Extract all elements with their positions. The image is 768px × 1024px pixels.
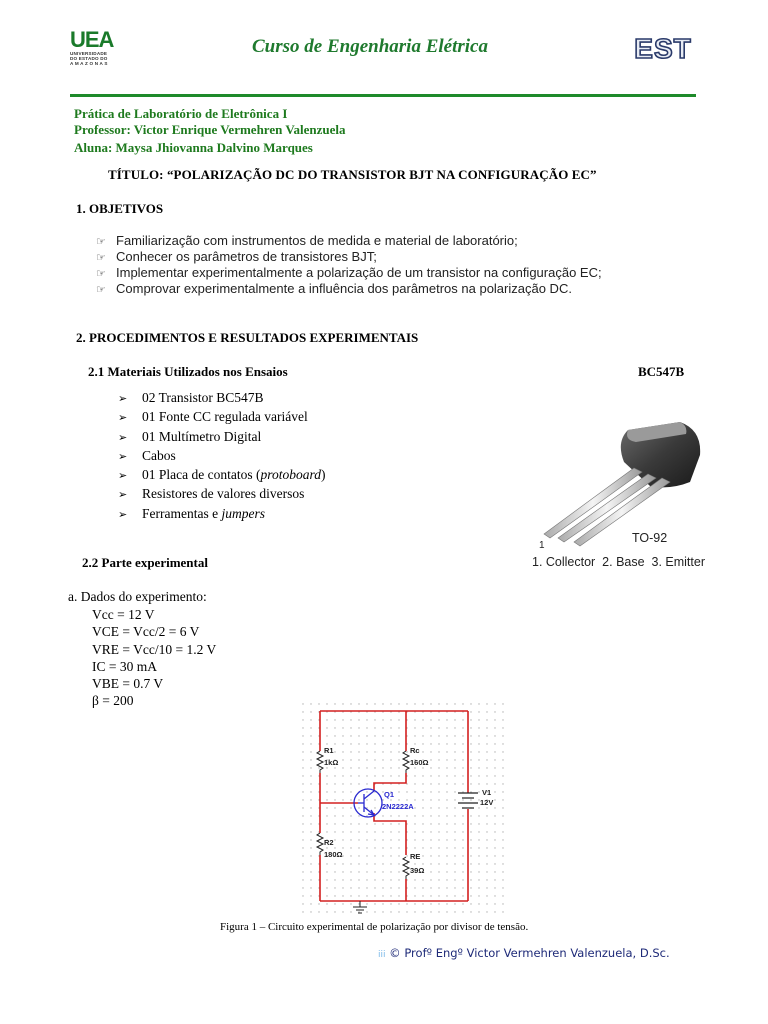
pointing-hand-icon: ☞ xyxy=(96,236,106,248)
circuit-diagram xyxy=(302,703,506,915)
uea-subtitle-line: UNIVERSIDADE xyxy=(70,51,108,56)
re-value: 39Ω xyxy=(410,866,425,875)
page-number: iii xyxy=(378,950,386,960)
data-line: IC = 30 mA xyxy=(92,658,157,674)
list-item: ☞ Conhecer os parâmetros de transistores BJT; xyxy=(96,249,377,264)
header-divider xyxy=(70,94,696,97)
pin1-label: 1 xyxy=(539,540,545,551)
arrow-bullet-icon: ➢ xyxy=(118,393,128,405)
r2-value: 180Ω xyxy=(324,850,343,859)
arrow-bullet-icon: ➢ xyxy=(118,450,128,463)
uea-logo-text: UEA xyxy=(70,27,114,52)
pointing-hand-icon: ☞ xyxy=(96,268,106,280)
arrow-bullet-icon: ➢ xyxy=(118,489,128,502)
professor-line: Professor: Victor Enrique Vermehren Valenzuela xyxy=(74,122,346,137)
list-item: ☞ Comprovar experimentalmente a influência dos parâmetros na polarização DC. xyxy=(96,281,572,296)
pointing-hand-icon: ☞ xyxy=(96,284,106,296)
v1-label: V1 xyxy=(482,788,492,797)
rc-label: Rc xyxy=(410,746,420,755)
experiment-data xyxy=(92,606,216,710)
rc-value: 160Ω xyxy=(410,758,429,767)
est-logo xyxy=(630,32,696,64)
list-item: ➢ 01 Fonte CC regulada variável xyxy=(118,407,325,426)
part-label: BC547B xyxy=(638,364,685,379)
materials-subheading: 2.1 Materiais Utilizados nos Ensaios xyxy=(88,364,288,379)
uea-logo-subtitle xyxy=(70,51,108,67)
arrow-bullet-icon: ➢ xyxy=(118,508,128,521)
r1-value: 1kΩ xyxy=(324,758,339,767)
data-line: VBE = 0.7 V xyxy=(92,676,164,692)
section-procedures-heading: 2. PROCEDIMENTOS E RESULTADOS EXPERIMENTAIS xyxy=(76,330,419,345)
data-line: β = 200 xyxy=(92,693,134,709)
course-title: Curso de Engenharia Elétrica xyxy=(252,36,488,57)
list-item: ➢ 02 Transistor BC547B xyxy=(118,388,325,407)
student-line: Aluna: Maysa Jhiovanna Dalvino Marques xyxy=(74,140,313,155)
list-item: ➢ 01 Multímetro Digital xyxy=(118,427,325,446)
experimental-subheading: 2.2 Parte experimental xyxy=(82,555,208,570)
pointing-hand-icon: ☞ xyxy=(96,252,106,264)
data-intro: a. Dados do experimento: xyxy=(68,589,207,604)
q1-label: Q1 xyxy=(384,790,395,799)
list-item: ➢ Ferramentas e jumpers xyxy=(118,504,325,523)
package-name: TO-92 xyxy=(632,531,668,545)
to92-transistor-image xyxy=(530,410,740,575)
list-item: ➢ 01 Placa de contatos (protoboard) xyxy=(118,465,325,484)
uea-logo xyxy=(70,27,130,73)
list-item: ➢ Cabos xyxy=(118,446,325,465)
re-label: RE xyxy=(410,852,421,861)
footer-copyright: © Profº Engº Victor Vermehren Valenzuela, D.Sc. xyxy=(389,946,670,960)
arrow-bullet-icon: ➢ xyxy=(118,470,128,483)
v1-value: 12V xyxy=(480,798,494,807)
q1-value: 2N2222A xyxy=(382,802,414,811)
list-item: ☞ Familiarização com instrumentos de medida e material de laboratório; xyxy=(96,233,518,248)
data-line: Vcc = 12 V xyxy=(92,607,155,622)
list-item: ☞ Implementar experimentalmente a polarização de um transistor na configuração EC; xyxy=(96,265,602,280)
arrow-bullet-icon: ➢ xyxy=(118,431,128,444)
list-item: ➢ Resistores de valores diversos xyxy=(118,484,325,503)
est-logo-text: EST xyxy=(634,33,692,64)
uea-subtitle-line: A M A Z O N A S xyxy=(70,61,108,67)
r1-label: R1 xyxy=(324,746,334,755)
uea-subtitle-line: DO ESTADO DO xyxy=(70,56,108,62)
materials-list xyxy=(118,388,325,523)
data-line: VRE = Vcc/10 = 1.2 V xyxy=(92,641,217,657)
objectives-list xyxy=(96,233,602,297)
data-line: VCE = Vcc/2 = 6 V xyxy=(92,624,200,640)
figure-caption: Figura 1 – Circuito experimental de polarização por divisor de tensão. xyxy=(220,921,529,933)
r2-label: R2 xyxy=(324,838,334,847)
footer xyxy=(378,946,670,960)
pin-description: 1. Collector 2. Base 3. Emitter xyxy=(532,555,705,569)
practice-line: Prática de Laboratório de Eletrônica I xyxy=(74,106,288,121)
section-objectives-heading: 1. OBJETIVOS xyxy=(76,201,164,216)
document-title: TÍTULO: “POLARIZAÇÃO DC DO TRANSISTOR BJT NA CONFIGURAÇÃO EC” xyxy=(108,167,597,182)
arrow-bullet-icon: ➢ xyxy=(118,412,128,425)
